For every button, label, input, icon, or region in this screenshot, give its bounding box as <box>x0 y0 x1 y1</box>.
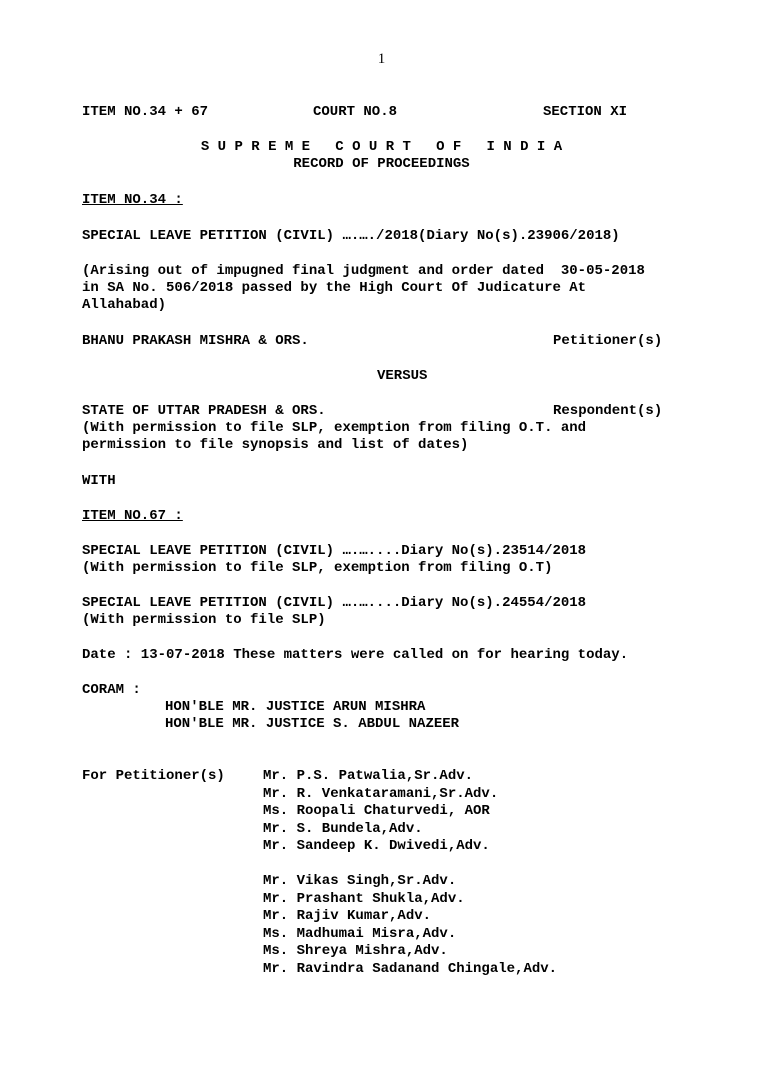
item-67-note-2: (With permission to file SLP) <box>82 612 326 628</box>
counsel-name: Ms. Shreya Mishra,Adv. <box>263 943 448 959</box>
item-67-label: ITEM NO.67 : <box>82 508 183 524</box>
arising-line-3: Allahabad) <box>82 297 167 313</box>
item-67-petition-2: SPECIAL LEAVE PETITION (CIVIL) ….…....Diary No(s).24554/2018 <box>82 595 587 611</box>
section-label: SECTION XI <box>543 104 628 120</box>
petitioner-name: BHANU PRAKASH MISHRA & ORS. <box>82 333 309 349</box>
counsel-name: Mr. S. Bundela,Adv. <box>263 821 423 837</box>
counsel-name: Mr. Sandeep K. Dwivedi,Adv. <box>263 838 490 854</box>
item-34-petition: SPECIAL LEAVE PETITION (CIVIL) ….…./2018(Diary No(s).23906/2018) <box>82 228 620 244</box>
item-67-petition-1: SPECIAL LEAVE PETITION (CIVIL) ….…....Diary No(s).23514/2018 <box>82 543 587 559</box>
counsel-name: Mr. R. Venkataramani,Sr.Adv. <box>263 786 499 802</box>
permission-line-2: permission to file synopsis and list of dates) <box>82 437 469 453</box>
counsel-name: Mr. Prashant Shukla,Adv. <box>263 891 465 907</box>
with-label: WITH <box>82 473 116 489</box>
item-67-note-1: (With permission to file SLP, exemption from filing O.T) <box>82 560 553 576</box>
counsel-name: Mr. Vikas Singh,Sr.Adv. <box>263 873 457 889</box>
arising-line-1: (Arising out of impugned final judgment and order dated 30-05-2018 <box>82 263 645 279</box>
record-title: RECORD OF PROCEEDINGS <box>293 156 470 172</box>
respondent-name: STATE OF UTTAR PRADESH & ORS. <box>82 403 326 419</box>
counsel-name: Ms. Madhumai Misra,Adv. <box>263 926 457 942</box>
counsel-name: Mr. Ravindra Sadanand Chingale,Adv. <box>263 961 558 977</box>
counsel-label: For Petitioner(s) <box>82 768 225 784</box>
permission-line-1: (With permission to file SLP, exemption from filing O.T. and <box>82 420 587 436</box>
respondent-role: Respondent(s) <box>553 403 663 419</box>
counsel-name: Ms. Roopali Chaturvedi, AOR <box>263 803 490 819</box>
coram-label: CORAM : <box>82 682 141 698</box>
item-34-label: ITEM NO.34 : <box>82 192 183 208</box>
judge-2: HON'BLE MR. JUSTICE S. ABDUL NAZEER <box>165 716 460 732</box>
hearing-date-line: Date : 13-07-2018 These matters were called on for hearing today. <box>82 647 629 663</box>
counsel-name: Mr. Rajiv Kumar,Adv. <box>263 908 432 924</box>
page-number: 1 <box>377 51 386 67</box>
versus-label: VERSUS <box>377 368 428 384</box>
court-name: S U P R E M E C O U R T O F I N D I A <box>200 139 563 155</box>
arising-line-2: in SA No. 506/2018 passed by the High Court Of Judicature At <box>82 280 587 296</box>
counsel-name: Mr. P.S. Patwalia,Sr.Adv. <box>263 768 474 784</box>
judge-1: HON'BLE MR. JUSTICE ARUN MISHRA <box>165 699 426 715</box>
petitioner-role: Petitioner(s) <box>553 333 663 349</box>
item-number-header: ITEM NO.34 + 67 <box>82 104 209 120</box>
court-number: COURT NO.8 <box>313 104 398 120</box>
